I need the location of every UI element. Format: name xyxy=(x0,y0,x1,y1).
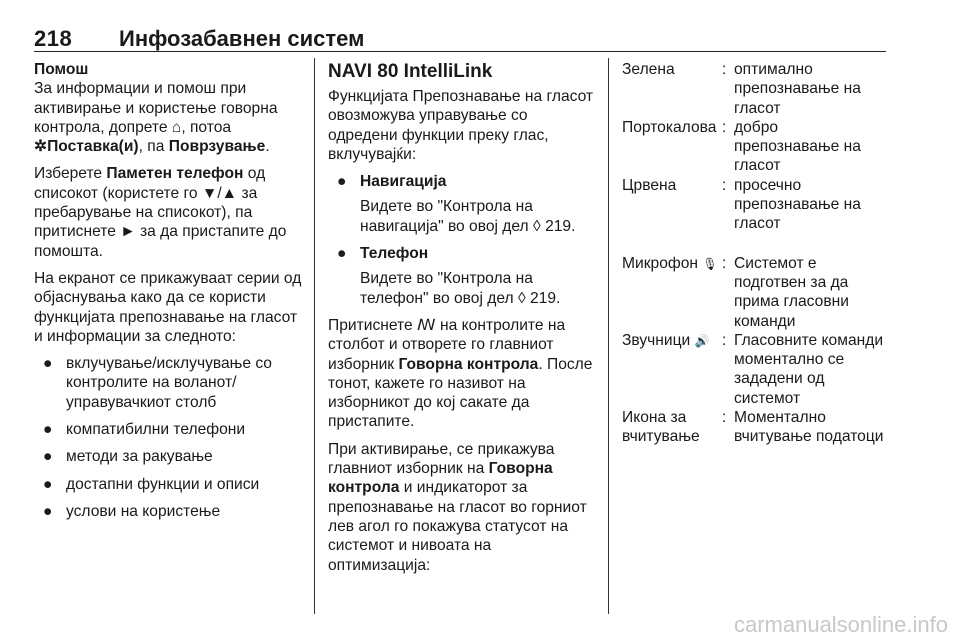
list-item-phone xyxy=(328,244,596,308)
voice-p1-mid: на контролите на столбот и отворете го главниот изборник xyxy=(328,316,566,373)
help-p2-mid: од списокот (користете го xyxy=(34,165,266,202)
voice-p2-start: При активирање, се прикажува главниот изборник на xyxy=(328,440,555,478)
voice-p1-end: . После тонот, кажете го називот на изборникот до кој сакате да пристапите. xyxy=(328,355,593,431)
help-heading: Помош xyxy=(34,61,89,78)
list-item xyxy=(34,420,302,439)
list-item xyxy=(34,475,302,494)
help-p1-then: , па xyxy=(138,138,165,156)
term-speakers xyxy=(622,331,722,408)
term-loading-icon: Икона за вчитување xyxy=(622,409,700,446)
help-paragraph-3: На екранот се прикажуваат серии од објаснувања како да се користи функцијата препознавање на гласот и информации за следното: xyxy=(34,269,302,345)
phone-title: Телефон xyxy=(360,245,429,263)
help-p1-end: . xyxy=(265,138,270,156)
term-speakers-text: Звучници xyxy=(622,331,691,349)
navigation-desc xyxy=(360,197,596,236)
definition-row xyxy=(622,60,886,118)
bullet-icon: ● xyxy=(43,355,53,373)
watermark: carmanualsonline.info xyxy=(733,612,948,637)
list-item-text: методи за ракување xyxy=(66,448,213,466)
list-item-text: достапни функции и описи xyxy=(66,475,260,493)
bullet-icon: ● xyxy=(43,448,53,466)
reference-arrow-icon: ◊ xyxy=(517,289,526,307)
help-p1-text: За информации и помош при активирање и користење говорна контрола, допрете xyxy=(34,80,278,136)
page-reference: 219. xyxy=(545,217,576,235)
list-item-text: вклучување/исклучување со контролите на воланот/управувачкиот столб xyxy=(66,355,272,411)
list-item-navigation xyxy=(328,172,596,236)
feature-list xyxy=(34,354,302,521)
microphone-icon: 🎙 xyxy=(702,256,718,271)
colon: : xyxy=(722,61,727,78)
term-green: Зелена xyxy=(622,61,675,78)
colon: : xyxy=(722,176,727,194)
page-title: Инфозабавнен систем xyxy=(119,26,365,51)
pairing-label: Поврзување xyxy=(168,138,266,156)
bullet-icon: ● xyxy=(43,421,53,439)
term-microphone xyxy=(622,254,722,331)
definition: Системот е подготвен за да прима гласовни команди xyxy=(734,254,849,330)
term-orange: Портокалова xyxy=(622,118,717,136)
help-p2-start: Изберете xyxy=(34,165,103,183)
term-microphone-text: Микрофон xyxy=(622,254,698,272)
speaker-icon: 🔊 xyxy=(694,333,710,348)
help-paragraph-1 xyxy=(34,79,302,156)
bullet-icon: ● xyxy=(43,475,53,493)
colon: : xyxy=(722,331,727,349)
term-red: Црвена xyxy=(622,176,677,194)
voice-p1-start: Притиснете xyxy=(328,316,413,334)
definition-row xyxy=(622,331,886,408)
help-paragraph-2 xyxy=(34,164,302,260)
list-item-text: услови на користење xyxy=(66,502,221,520)
help-p2-mid2: за пребарување на списокот), па притиснете xyxy=(34,184,258,241)
definition-row xyxy=(622,176,886,234)
phone-desc xyxy=(360,269,596,308)
help-p1-mid: , потоа xyxy=(181,118,232,136)
column-right xyxy=(622,60,886,447)
settings-label: Поставка(и) xyxy=(47,138,139,156)
voice-p2-end: и индикаторот за препознавање на гласот во горниот лев агол го покажува статусот на системот и нивоата на оптимизација: xyxy=(328,479,587,574)
intro-paragraph: Функцијата Препознавање на гласот овозможува управување со одредени функции преку глас, вклучувајќи: xyxy=(328,88,594,163)
arrow-down-up-icon: ▼/▲ xyxy=(201,184,238,202)
list-item xyxy=(34,354,302,412)
smartphone-label: Паметен телефон xyxy=(106,165,244,183)
definition: оптимално препознавање на гласот xyxy=(734,61,861,117)
list-item-text: компатибилни телефони xyxy=(66,421,246,439)
gear-icon: ✲ xyxy=(34,138,48,156)
voice-control-label: Говорна контрола xyxy=(398,355,539,373)
status-definition-list xyxy=(622,60,886,447)
column-left xyxy=(34,60,302,529)
phone-desc-text: Видете во "Контрола на телефон" во овој дел xyxy=(360,270,533,307)
page-number: 218 xyxy=(34,26,73,51)
definition-row xyxy=(622,254,886,331)
column-divider-2 xyxy=(608,58,609,614)
home-icon: ⌂ xyxy=(171,118,182,136)
reference-arrow-icon: ◊ xyxy=(533,217,541,235)
colon: : xyxy=(722,409,727,427)
definition: Гласовните команди моментално се зададени од системот xyxy=(734,331,884,407)
definition: добро препознавање на гласот xyxy=(734,118,861,175)
voice-paragraph-1 xyxy=(328,316,596,432)
definition-row xyxy=(622,408,886,447)
column-middle xyxy=(328,60,596,583)
navigation-title: Навигација xyxy=(360,173,447,191)
definition: Моментално вчитување податоци xyxy=(734,409,884,446)
list-item xyxy=(34,447,302,466)
colon: : xyxy=(722,118,727,136)
voice-control-label-2: Говорна контрола xyxy=(328,460,553,497)
definition-row xyxy=(622,118,886,176)
section-heading: NAVI 80 IntelliLink xyxy=(328,61,493,82)
definition: просечно препознавање на гласот xyxy=(734,176,861,233)
bullet-icon: ● xyxy=(43,502,53,520)
list-item xyxy=(34,502,302,521)
colon: : xyxy=(722,254,727,272)
voice-paragraph-2 xyxy=(328,440,596,575)
bullet-icon: ● xyxy=(337,173,347,191)
bullet-icon: ● xyxy=(337,245,347,263)
page-header xyxy=(34,26,886,52)
voice-control-icon: ꟿ xyxy=(417,316,436,334)
page-reference: 219. xyxy=(530,289,561,307)
help-p2-end: за да пристапите до помошта. xyxy=(34,223,287,260)
function-list xyxy=(328,172,596,308)
navigation-desc-text: Видете во "Контрола на навигација" во овој дел xyxy=(360,198,533,235)
column-divider-1 xyxy=(314,58,315,614)
header-rule xyxy=(34,51,886,52)
play-icon: ► xyxy=(120,223,136,241)
